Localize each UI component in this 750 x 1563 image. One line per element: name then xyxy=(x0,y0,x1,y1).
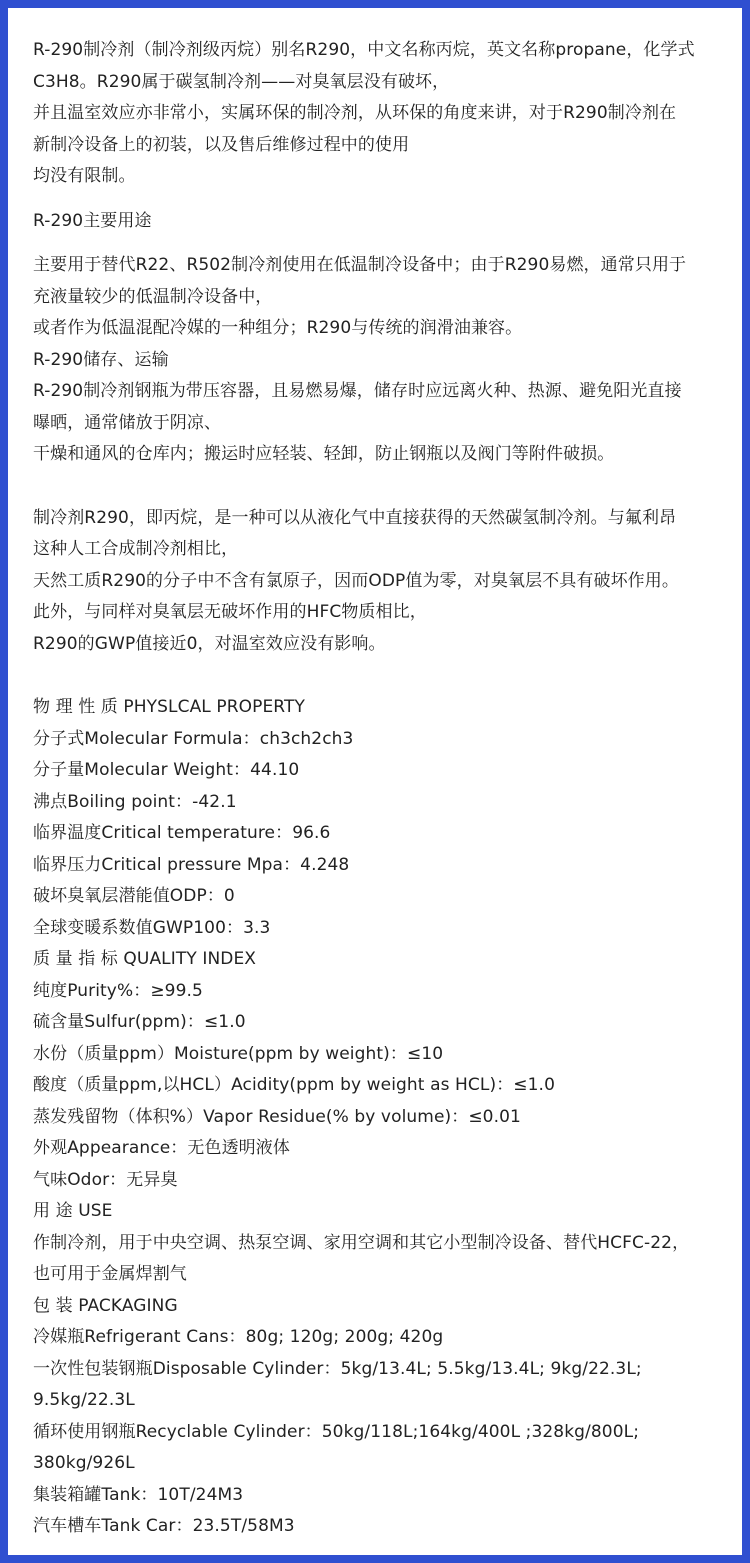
spec-list xyxy=(33,692,722,1543)
storage-line: 曝晒，通常储放于阴凉、 xyxy=(33,412,222,433)
use-line: 充液量较少的低温制冷设备中， xyxy=(33,286,273,307)
spec-item: 破坏臭氧层潜能值ODP：0 xyxy=(33,886,235,906)
spec-item: 汽车槽车Tank Car：23.5T/58M3 xyxy=(33,1516,295,1536)
use-section-heading: 用 途 USE xyxy=(33,1201,113,1221)
spec-item: 380kg/926L xyxy=(33,1453,135,1473)
spec-item: 沸点Boiling point：-42.1 xyxy=(33,791,237,812)
physical-property-heading: 物 理 性 质 PHYSLCAL PROPERTY xyxy=(33,697,305,717)
intro-line: C3H8。R290属于碳氢制冷剂——对臭氧层没有破坏， xyxy=(33,71,450,92)
spec-item: 水份（质量ppm）Moisture(ppm by weight)：≤10 xyxy=(33,1043,444,1064)
packaging-heading: 包 装 PACKAGING xyxy=(33,1295,178,1316)
spec-item: 蒸发残留物（体积%）Vapor Residue(% by volume)：≤0.01 xyxy=(33,1106,521,1127)
spec-item: 一次性包装钢瓶Disposable Cylinder：5kg/13.4L; 5.5kg/13.4L; 9kg/22.3L; xyxy=(33,1358,642,1379)
description-line: 制冷剂R290，即丙烷，是一种可以从液化气中直接获得的天然碳氢制冷剂。与氟利昂 xyxy=(33,507,677,528)
use-heading: R-290主要用途 xyxy=(33,210,152,231)
spec-item: 循环使用钢瓶Recyclable Cylinder：50kg/118L;164kg/400L ;328kg/800L; xyxy=(33,1421,640,1442)
storage-heading: R-290储存、运输 xyxy=(33,349,169,370)
intro-line: 均没有限制。 xyxy=(33,166,136,186)
spec-item: 临界温度Critical temperature：96.6 xyxy=(33,823,331,843)
spec-item: 也可用于金属焊割气 xyxy=(33,1264,187,1284)
description-line: R290的GWP值接近0，对温室效应没有影响。 xyxy=(33,633,386,654)
spec-item: 作制冷剂，用于中央空调、热泵空调、家用空调和其它小型制冷设备、替代HCFC-22， xyxy=(33,1232,690,1253)
spec-item: 临界压力Critical pressure Mpa：4.248 xyxy=(33,854,350,875)
description-line: 这种人工合成制冷剂相比， xyxy=(33,539,239,559)
description-paragraph xyxy=(33,503,722,661)
spec-item: 分子式Molecular Formula：ch3ch2ch3 xyxy=(33,728,354,749)
intro-line: R-290制冷剂（制冷剂级丙烷）别名R290，中文名称丙烷，英文名称propane，化学式 xyxy=(33,40,695,60)
spec-item: 酸度（质量ppm,以HCL）Acidity(ppm by weight as HCL)：≤1.0 xyxy=(33,1075,555,1095)
spec-item: 气味Odor：无异臭 xyxy=(33,1169,178,1190)
spec-item: 全球变暖系数值GWP100：3.3 xyxy=(33,917,271,938)
document-body xyxy=(33,35,722,1543)
description-line: 天然工质R290的分子中不含有氯原子，因而ODP值为零，对臭氧层不具有破坏作用。 xyxy=(33,570,679,591)
storage-line: 干燥和通风的仓库内；搬运时应轻装、轻卸，防止钢瓶以及阀门等附件破损。 xyxy=(33,444,615,464)
description-line: 此外，与同样对臭氧层无破坏作用的HFC物质相比， xyxy=(33,602,427,622)
storage-paragraph xyxy=(33,376,722,471)
use-line: 主要用于替代R22、R502制冷剂使用在低温制冷设备中；由于R290易燃，通常只用于 xyxy=(33,255,687,275)
spec-item: 分子量Molecular Weight：44.10 xyxy=(33,760,300,780)
quality-index-heading: 质 量 指 标 QUALITY INDEX xyxy=(33,949,257,969)
spec-item: 外观Appearance：无色透明液体 xyxy=(33,1138,290,1158)
spec-item: 9.5kg/22.3L xyxy=(33,1390,135,1410)
intro-line: 新制冷设备上的初装，以及售后维修过程中的使用 xyxy=(33,134,410,155)
intro-paragraph xyxy=(33,35,722,193)
use-line: 或者作为低温混配冷媒的一种组分；R290与传统的润滑油兼容。 xyxy=(33,318,523,338)
intro-line: 并且温室效应亦非常小，实属环保的制冷剂，从环保的角度来讲，对于R290制冷剂在 xyxy=(33,103,677,123)
spec-item: 冷媒瓶Refrigerant Cans：80g; 120g; 200g; 420g xyxy=(33,1327,444,1347)
spec-item: 集装箱罐Tank：10T/24M3 xyxy=(33,1484,244,1505)
use-paragraph xyxy=(33,250,722,345)
spec-item: 纯度Purity%：≥99.5 xyxy=(33,980,203,1001)
spec-item: 硫含量Sulfur(ppm)：≤1.0 xyxy=(33,1012,246,1032)
storage-line: R-290制冷剂钢瓶为带压容器，且易燃易爆，储存时应远离火种、热源、避免阳光直接 xyxy=(33,381,682,401)
